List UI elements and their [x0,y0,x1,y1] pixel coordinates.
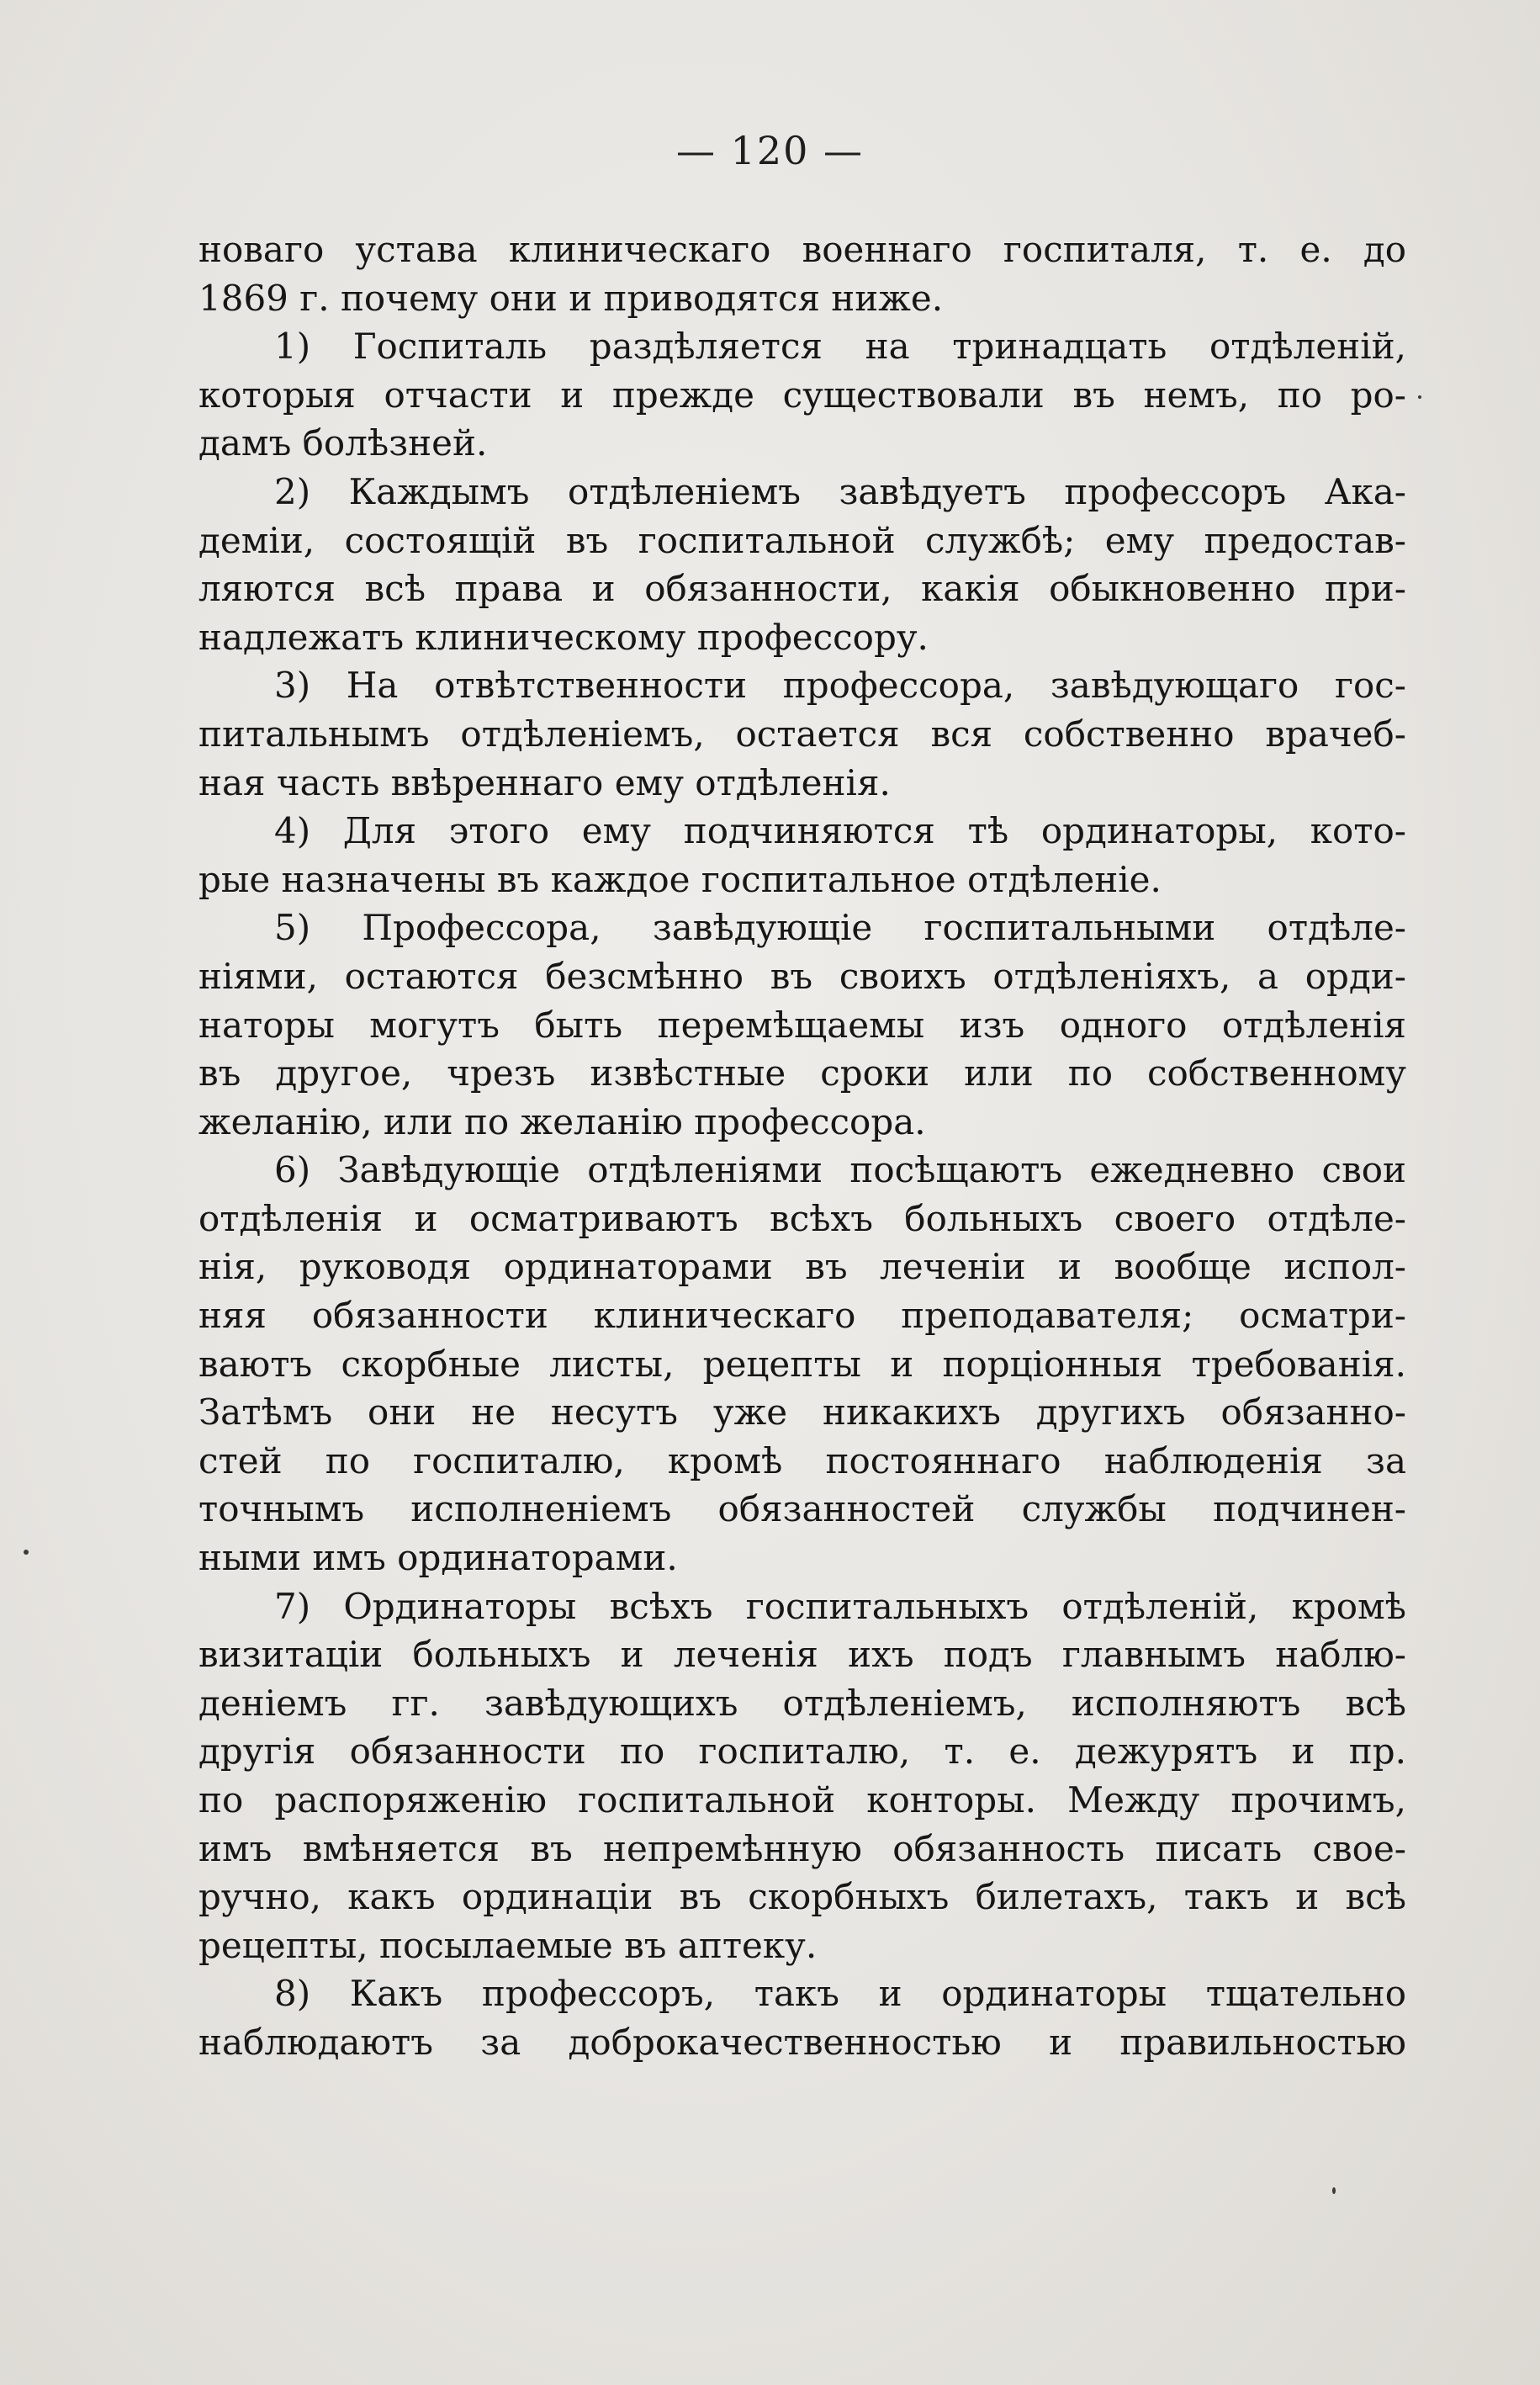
text-line: въ другое, чрезъ извѣстные сроки или по собственному [198,1052,1406,1094]
text-line: другія обязанности по госпиталю, т. е. дежурятъ и пр. [198,1730,1406,1773]
text-line: 4) Для этого ему подчиняются тѣ ординаторы, кото- [274,810,1406,852]
text-line: рые назначены въ каждое госпитальное отдѣленіе. [198,858,1162,900]
text-line: отдѣленія и осматриваютъ всѣхъ больныхъ своего отдѣле- [198,1197,1406,1239]
text-line: дамъ болѣзней. [198,422,488,464]
text-line: наторы могутъ быть перемѣщаемы изъ одного отдѣленія [198,1004,1406,1046]
text-line: нія, руководя ординаторами въ леченіи и вообще испол- [198,1246,1406,1288]
paragraph [198,1146,1406,1582]
text-line: которыя отчасти и прежде существовали въ немъ, по ро- [198,374,1406,416]
text-line: 1869 г. почему они и приводятся ниже. [198,277,944,319]
text-line: желанію, или по желанію профессора. [198,1100,926,1142]
text-line: 1) Госпиталь раздѣляется на тринадцать отдѣленій, [274,326,1406,368]
text-line: надлежатъ клиническому профессору. [198,616,929,658]
text-line: 8) Какъ профессоръ, такъ и ординаторы тщательно [274,1973,1406,2015]
paragraph [198,322,1406,468]
text-line: по распоряженію госпитальной конторы. Между прочимъ, [198,1779,1406,1821]
paragraph [198,1582,1406,1970]
text-line: имъ вмѣняется въ непремѣнную обязанность писать свое- [198,1827,1406,1869]
paragraph [198,468,1406,661]
text-line: визитаціи больныхъ и леченія ихъ подъ главнымъ наблю- [198,1634,1406,1676]
paper-speck [1418,395,1421,399]
paper-speck [1332,2187,1336,2194]
text-line: новаго устава клиническаго военнаго госпиталя, т. е. до [198,229,1406,270]
text-line: Затѣмъ они не несутъ уже никакихъ другихъ обязанно- [198,1391,1406,1434]
paragraph [198,661,1406,807]
text-line: 3) На отвѣтственности профессора, завѣдующаго гос- [274,665,1406,707]
paragraph [198,807,1406,904]
text-line: ваютъ скорбные листы, рецепты и порціонныя требованія. [198,1343,1406,1385]
text-line: точнымъ исполненіемъ обязанностей службы подчинен- [198,1488,1406,1530]
text-line: наблюдаютъ за доброкачественностью и правильностью [198,2021,1406,2063]
paper-speck [24,1550,29,1555]
text-line: ная часть ввѣреннаго ему отдѣленія. [198,761,891,803]
text-line: ніями, остаются безсмѣнно въ своихъ отдѣленіяхъ, а орди- [198,955,1406,997]
text-line: питальнымъ отдѣленіемъ, остается вся собственно врачеб- [198,713,1406,755]
text-line: 7) Ординаторы всѣхъ госпитальныхъ отдѣленій, кромѣ [274,1585,1406,1627]
text-line: 5) Профессора, завѣдующіе госпитальными отдѣле- [274,907,1406,949]
page-number: — 120 — [675,128,865,173]
text-line: ручно, какъ ординаціи въ скорбныхъ билетахъ, такъ и всѣ [198,1876,1406,1918]
text-line: 2) Каждымъ отдѣленіемъ завѣдуетъ профессоръ Ака- [274,470,1406,512]
text-line: няя обязанности клиническаго преподавателя; осматри- [198,1295,1406,1337]
text-line: деніемъ гг. завѣдующихъ отдѣленіемъ, исполняютъ всѣ [198,1682,1406,1724]
text-line: 6) Завѣдующіе отдѣленіями посѣщаютъ ежедневно свои [274,1149,1406,1191]
text-line: стей по госпиталю, кромѣ постояннаго наблюденія за [198,1439,1406,1481]
text-line: ными имъ ординаторами. [198,1537,678,1579]
body-text [198,225,1406,2067]
paragraph [198,1969,1406,2066]
text-line: рецепты, посылаемые въ аптеку. [198,1924,818,1966]
paragraph [198,904,1406,1146]
text-line: деміи, состоящій въ госпитальной службѣ; ему предостав- [198,519,1406,561]
text-line: ляются всѣ права и обязанности, какія обыкновенно при- [198,568,1406,610]
paragraph [198,225,1406,322]
